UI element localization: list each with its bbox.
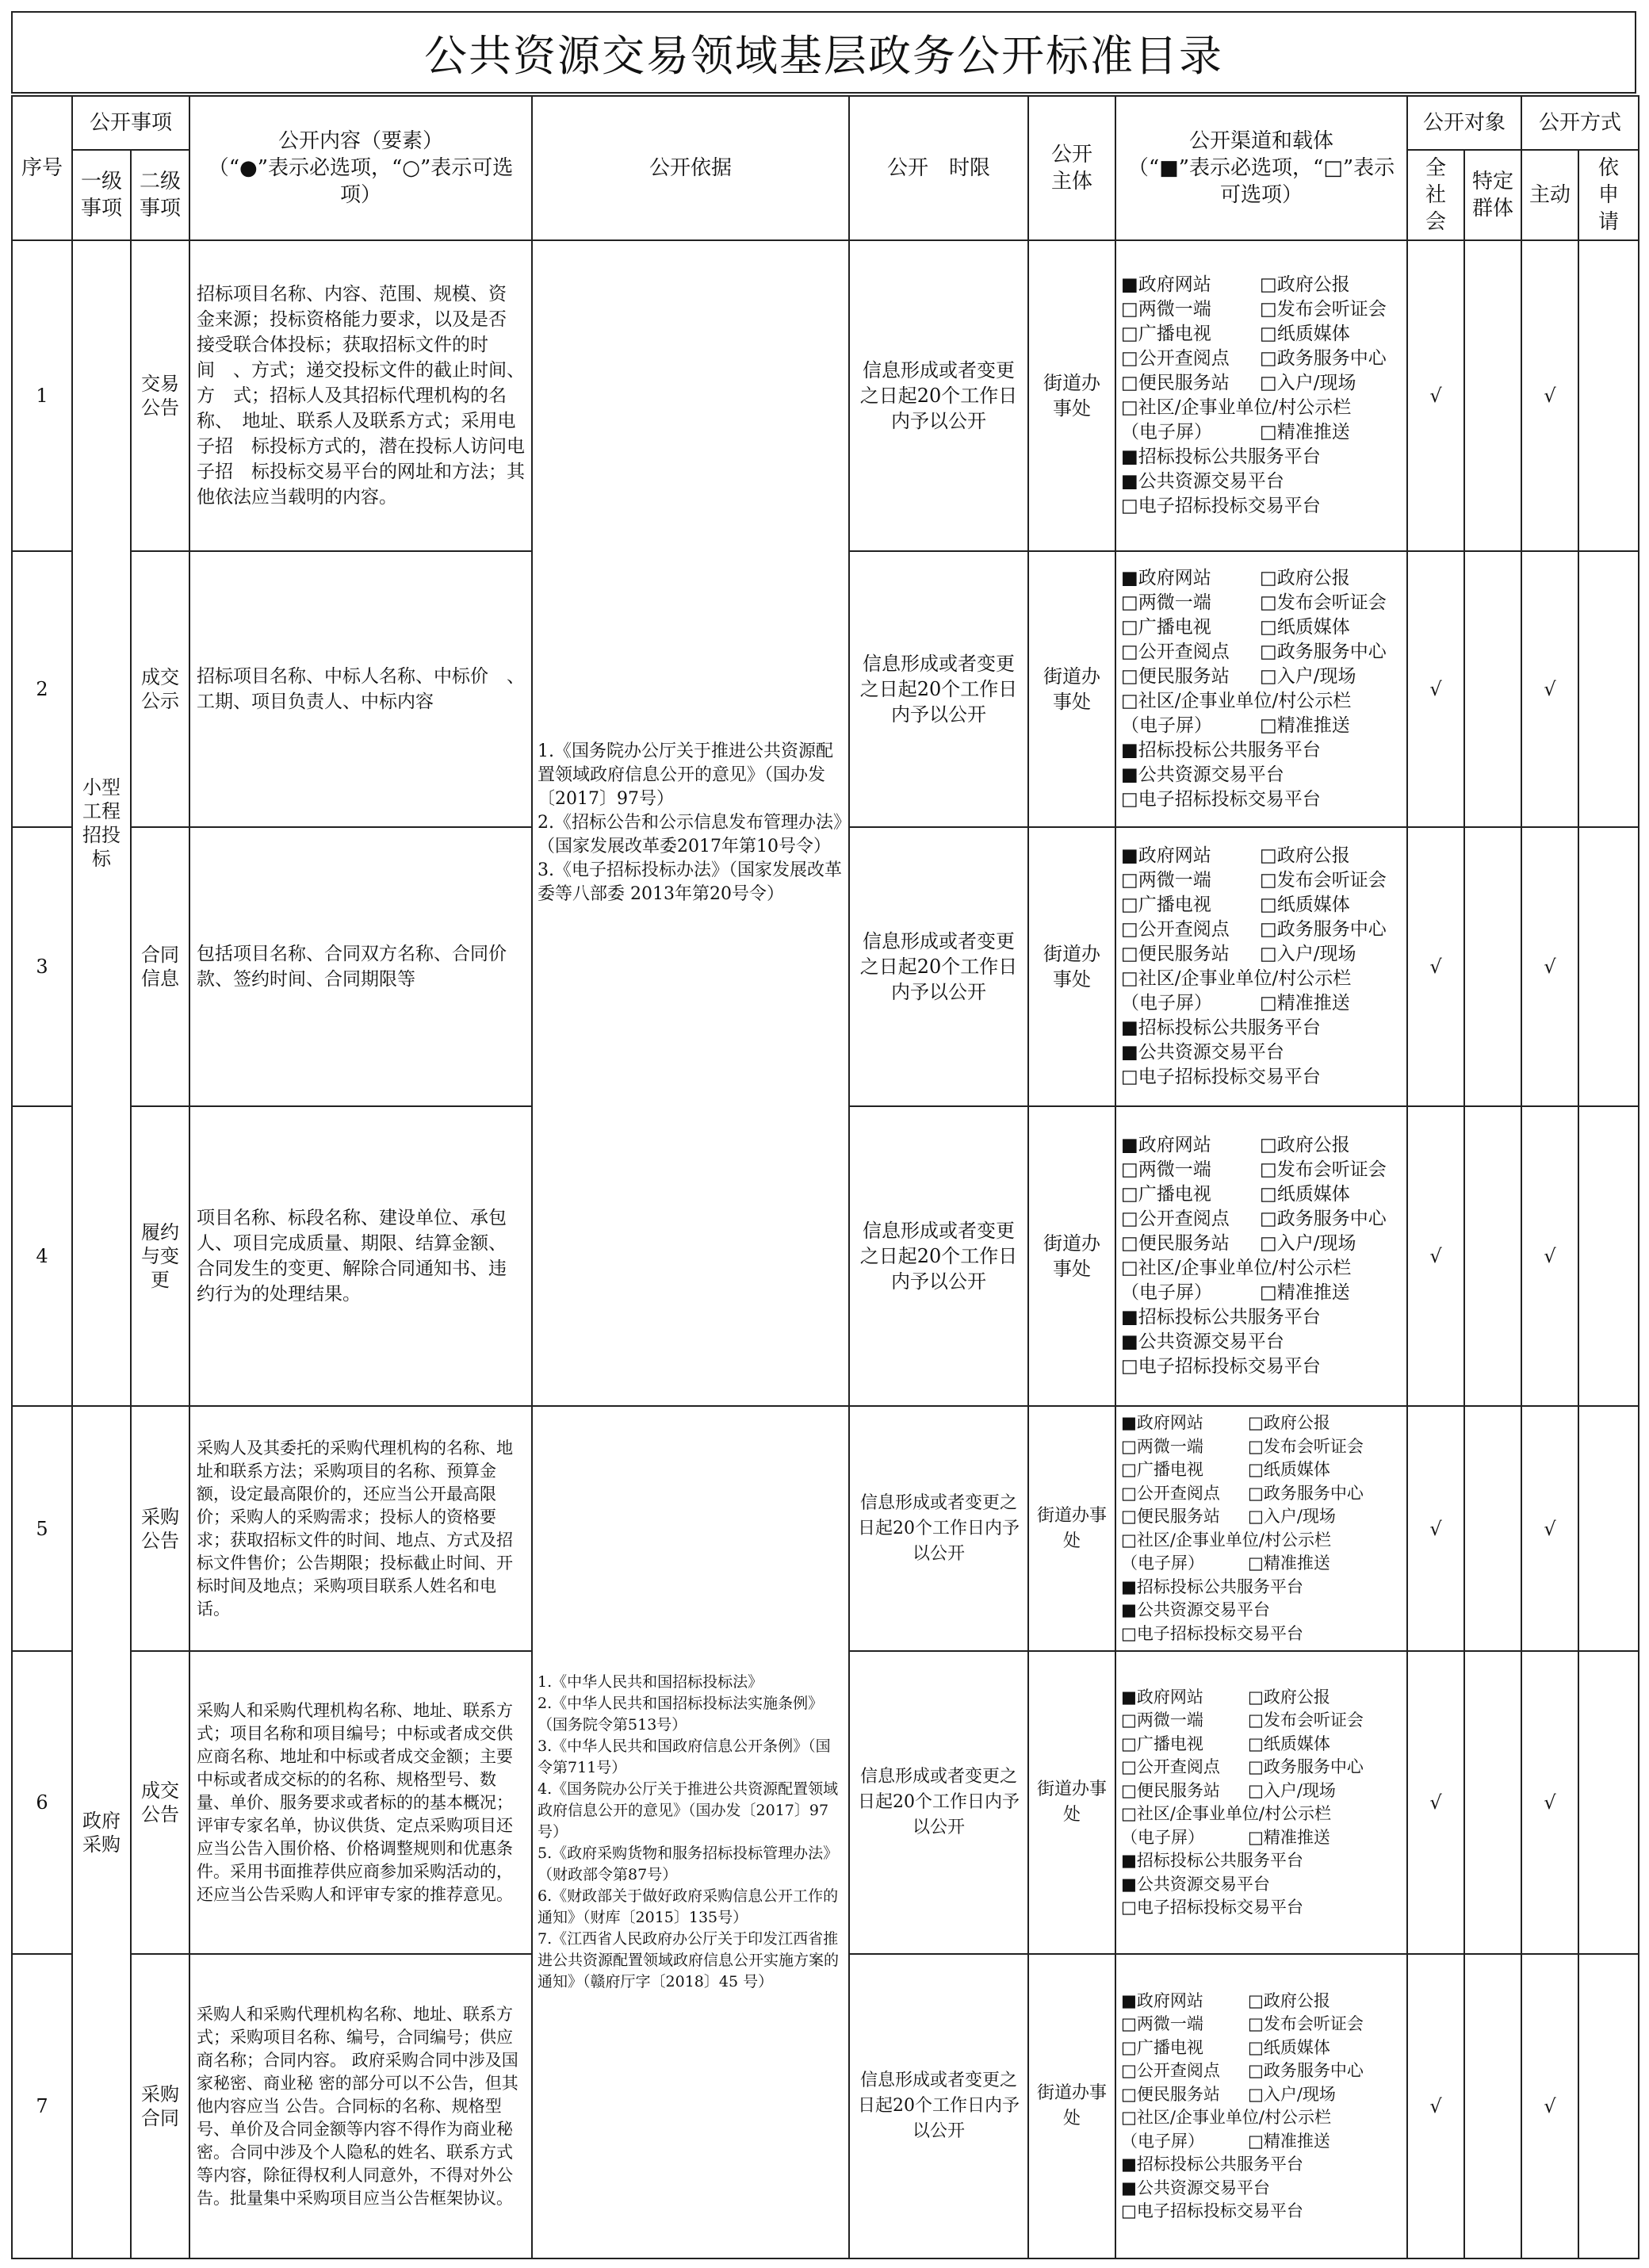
- channel-option: □公开查阅点: [1121, 1757, 1220, 1776]
- channel-option: （电子屏）: [1121, 422, 1213, 442]
- channel-option: □电子招标投标交易平台: [1121, 496, 1321, 516]
- audience-all-cell: √: [1407, 1651, 1464, 1954]
- audience-all-cell: √: [1407, 240, 1464, 551]
- method-request-cell: [1578, 1954, 1639, 2258]
- audience-specific-cell: [1464, 1106, 1521, 1406]
- channel-line: [1121, 918, 1402, 942]
- channel-cell: [1115, 1106, 1407, 1406]
- channel-line: [1121, 2106, 1402, 2130]
- channel-option: □公开查阅点: [1121, 642, 1230, 662]
- channel-line: [1121, 1040, 1402, 1065]
- channel-option: □政务服务中心: [1260, 919, 1387, 940]
- channel-line: [1121, 1803, 1402, 1826]
- catalog-table: [11, 95, 1639, 2259]
- method-active-cell: √: [1521, 551, 1578, 827]
- channel-cell: [1115, 240, 1407, 551]
- header-level2: 二级事项: [131, 150, 189, 240]
- channel-line: [1121, 893, 1402, 918]
- channel-option: □便民服务站: [1121, 1780, 1220, 1800]
- channel-option: ■招标投标公共服务平台: [1121, 1307, 1321, 1327]
- channel-line: [1121, 420, 1402, 445]
- channel-option: □便民服务站: [1121, 1233, 1230, 1254]
- header-matters: 公开事项: [72, 96, 189, 150]
- channel-option: ■政府网站: [1121, 1135, 1211, 1155]
- time-limit-cell: 信息形成或者变更之日起20个工作日内予以公开: [849, 1406, 1028, 1651]
- channel-option: □公开查阅点: [1121, 919, 1230, 940]
- channel-option: ■招标投标公共服务平台: [1121, 2155, 1303, 2174]
- channel-option: ■招标投标公共服务平台: [1121, 1017, 1321, 1038]
- channel-line: [1121, 1599, 1402, 1622]
- channel-option: □纸质媒体: [1248, 1734, 1330, 1753]
- channel-option: ■政府网站: [1121, 845, 1211, 866]
- channel-option: □发布会听证会: [1260, 299, 1387, 320]
- content-cell: 招标项目名称、内容、范围、规模、资 金来源；投标资格能力要求，以及是否 接受联合体投标；获取招标文件的时间 、方式；递交投标文件的截止时间、方 式；招标人及其招标代理机构的名称、 地址、联系人及联系方式；采用电子招 标投标方式的，潜在投标人访问电子招 标投标交易平台的网址和方法；其他依法应当载明的内容。: [189, 240, 532, 551]
- channel-line: [1121, 1552, 1402, 1576]
- channel-option: ■政府网站: [1121, 1990, 1203, 2010]
- channel-line: [1121, 640, 1402, 665]
- level2-cell: 采购公告: [131, 1406, 189, 1651]
- channel-option: □广播电视: [1121, 1460, 1203, 1479]
- channel-option: □电子招标投标交易平台: [1121, 2201, 1303, 2220]
- channel-option: □政务服务中心: [1248, 1757, 1364, 1776]
- level2-cell: 成交公示: [131, 551, 189, 827]
- channel-option: □社区/企事业单位/村公示栏: [1121, 397, 1352, 418]
- header-content: 公开内容（要素） （“●”表示必选项，“○”表示可选项）: [189, 96, 532, 240]
- method-request-cell: [1578, 1651, 1639, 1954]
- channel-line: [1121, 566, 1402, 591]
- channel-line: [1121, 1182, 1402, 1207]
- channel-line: [1121, 1873, 1402, 1897]
- channel-option: ■公共资源交易平台: [1121, 471, 1284, 492]
- subject-cell: 街道办事处: [1028, 827, 1115, 1106]
- channel-option: □社区/企事业单位/村公示栏: [1121, 691, 1352, 711]
- channel-option: ■政府网站: [1121, 1687, 1203, 1707]
- channel-option: □入户/现场: [1260, 666, 1356, 687]
- channel-line: [1121, 1849, 1402, 1873]
- channel-option: ■招标投标公共服务平台: [1121, 1576, 1303, 1596]
- channel-option: □政务服务中心: [1248, 2061, 1364, 2080]
- channel-option: □两微一端: [1121, 870, 1211, 891]
- row-seq: 6: [12, 1651, 72, 1954]
- channel-option: □政府公报: [1260, 845, 1350, 866]
- audience-all-cell: √: [1407, 1406, 1464, 1651]
- level2-cell: 履约与变更: [131, 1106, 189, 1406]
- subject-cell: 街道办事处: [1028, 551, 1115, 827]
- channel-option: □广播电视: [1121, 2037, 1203, 2057]
- channel-option: □便民服务站: [1121, 944, 1230, 964]
- channel-line: [1121, 2153, 1402, 2177]
- header-level1: 一级事项: [72, 150, 131, 240]
- channel-option: □纸质媒体: [1260, 324, 1350, 344]
- channel-line: [1121, 1458, 1402, 1482]
- subject-cell: 街道办事处: [1028, 1651, 1115, 1954]
- channel-option: □社区/企事业单位/村公示栏: [1121, 2108, 1332, 2127]
- channel-option: □公开查阅点: [1121, 2061, 1220, 2080]
- channel-line: [1121, 1281, 1402, 1305]
- channel-option: □纸质媒体: [1260, 1184, 1350, 1205]
- content-cell: 项目名称、标段名称、建设单位、承包 人、项目完成质量、期限、结算金额、 合同发生的变更、解除合同通知书、违 约行为的处理结果。: [189, 1106, 532, 1406]
- channel-line: [1121, 1686, 1402, 1710]
- channel-option: □政府公报: [1260, 568, 1350, 588]
- time-limit-cell: 信息形成或者变更之日起20个工作日内予以公开: [849, 1651, 1028, 1954]
- channel-line: [1121, 1207, 1402, 1232]
- channel-option: □公开查阅点: [1121, 1483, 1220, 1503]
- channel-option: □政府公报: [1260, 274, 1350, 295]
- channel-line: [1121, 665, 1402, 689]
- channel-line: [1121, 1256, 1402, 1281]
- channel-line: [1121, 322, 1402, 347]
- channel-line: [1121, 1709, 1402, 1733]
- level2-cell: 成交公告: [131, 1651, 189, 1954]
- channel-option: □政务服务中心: [1260, 642, 1387, 662]
- row-seq: 5: [12, 1406, 72, 1651]
- method-request-cell: [1578, 827, 1639, 1106]
- channel-line: [1121, 1505, 1402, 1529]
- header-time-limit: 公开 时限: [849, 96, 1028, 240]
- channel-line: [1121, 1354, 1402, 1379]
- level2-cell: 采购合同: [131, 1954, 189, 2258]
- channel-option: □入户/现场: [1260, 373, 1356, 393]
- channel-option: （电子屏）: [1121, 1827, 1205, 1847]
- channel-option: □精准推送: [1248, 2131, 1330, 2151]
- channel-cell: [1115, 1651, 1407, 1954]
- channel-line: [1121, 1896, 1402, 1920]
- method-active-cell: √: [1521, 240, 1578, 551]
- row-seq: 4: [12, 1106, 72, 1406]
- channel-line: [1121, 1232, 1402, 1256]
- channel-option: ■公共资源交易平台: [1121, 1600, 1270, 1619]
- channel-option: （电子屏）: [1121, 2131, 1205, 2151]
- table-row: [12, 1406, 1639, 1651]
- channel-option: □广播电视: [1121, 1184, 1211, 1205]
- channel-line: [1121, 615, 1402, 640]
- channel-option: □两微一端: [1121, 592, 1211, 613]
- channel-line: [1121, 1305, 1402, 1330]
- channel-option: □公开查阅点: [1121, 1209, 1230, 1229]
- channel-option: □发布会听证会: [1248, 1711, 1364, 1730]
- channel-option: □政务服务中心: [1260, 1209, 1387, 1229]
- channel-line: [1121, 689, 1402, 714]
- channel-option: □电子招标投标交易平台: [1121, 789, 1321, 810]
- channel-option: □发布会听证会: [1248, 2014, 1364, 2033]
- channel-option: □纸质媒体: [1248, 2037, 1330, 2057]
- channel-option: （电子屏）: [1121, 1554, 1205, 1573]
- channel-option: □精准推送: [1260, 422, 1350, 442]
- channel-line: [1121, 494, 1402, 519]
- audience-specific-cell: [1464, 1406, 1521, 1651]
- channel-cell: [1115, 827, 1407, 1106]
- content-cell: 包括项目名称、合同双方名称、合同价 款、签约时间、合同期限等: [189, 827, 532, 1106]
- basis-cell: 1.《国务院办公厅关于推进公共资源配置领域政府信息公开的意见》（国办发〔2017〕97号） 2.《招标公告和公示信息发布管理办法》（国家发展改革委2017年第10号令） 3.《电子招标投标办法》（国家发展改革委等八部委 2013年第20号令）: [532, 240, 849, 1406]
- audience-specific-cell: [1464, 551, 1521, 827]
- header-method: 公开方式: [1521, 96, 1639, 150]
- channel-line: [1121, 2177, 1402, 2201]
- method-active-cell: √: [1521, 1406, 1578, 1651]
- channel-option: □社区/企事业单位/村公示栏: [1121, 1804, 1332, 1823]
- audience-all-cell: √: [1407, 1954, 1464, 2258]
- channel-line: [1121, 1780, 1402, 1803]
- subject-cell: 街道办事处: [1028, 1954, 1115, 2258]
- channel-line: [1121, 1065, 1402, 1090]
- channel-line: [1121, 2013, 1402, 2036]
- channel-option: □便民服务站: [1121, 2084, 1220, 2104]
- channel-option: □社区/企事业单位/村公示栏: [1121, 1530, 1332, 1550]
- content-cell: 采购人和采购代理机构名称、地址、联系方式；项目名称和项目编号；中标或者成交供应商名称、地址和中标或者成交金额；主要中标或者成交标的的名称、规格型号、数量、单价、服务要求或者标的的基本概况；评审专家名单，协议供货、定点采购项目还应当公告入围价格、价格调整规则和优惠条件。采用书面推荐供应商参加采购活动的，还应当公告采购人和评审专家的推荐意见。: [189, 1651, 532, 1954]
- channel-option: □发布会听证会: [1260, 592, 1387, 613]
- channel-option: □发布会听证会: [1260, 870, 1387, 891]
- channel-option: □便民服务站: [1121, 666, 1230, 687]
- time-limit-cell: 信息形成或者变更之日起20个工作日内予以公开: [849, 827, 1028, 1106]
- channel-option: （电子屏）: [1121, 715, 1213, 736]
- channel-line: [1121, 787, 1402, 812]
- channel-option: □精准推送: [1248, 1827, 1330, 1847]
- channel-line: [1121, 1622, 1402, 1646]
- subject-cell: 街道办事处: [1028, 1406, 1115, 1651]
- channel-line: [1121, 1576, 1402, 1599]
- channel-option: □入户/现场: [1248, 1507, 1336, 1526]
- channel-line: [1121, 297, 1402, 322]
- channel-option: ■公共资源交易平台: [1121, 1331, 1284, 1352]
- channel-option: ■政府网站: [1121, 568, 1211, 588]
- method-active-cell: √: [1521, 1106, 1578, 1406]
- channel-line: [1121, 738, 1402, 763]
- channel-option: ■政府网站: [1121, 1413, 1203, 1432]
- time-limit-cell: 信息形成或者变更之日起20个工作日内予以公开: [849, 1954, 1028, 2258]
- method-request-cell: [1578, 1106, 1639, 1406]
- content-cell: 招标项目名称、中标人名称、中标价 、 工期、项目负责人、中标内容: [189, 551, 532, 827]
- channel-option: □两微一端: [1121, 1436, 1203, 1456]
- channel-cell: [1115, 1954, 1407, 2258]
- channel-option: □电子招标投标交易平台: [1121, 1898, 1303, 1917]
- catalog-sheet: [11, 11, 1638, 2257]
- channel-line: [1121, 942, 1402, 967]
- channel-line: [1121, 1330, 1402, 1354]
- header-audience-specific: 特定群体: [1464, 150, 1521, 240]
- level1-cell: 小型工程招投标: [72, 240, 131, 1406]
- row-seq: 7: [12, 1954, 72, 2258]
- channel-line: [1121, 1826, 1402, 1850]
- header-basis: 公开依据: [532, 96, 849, 240]
- channel-option: □政府公报: [1260, 1135, 1350, 1155]
- channel-option: □社区/企事业单位/村公示栏: [1121, 968, 1352, 989]
- channel-option: □两微一端: [1121, 299, 1211, 320]
- level2-cell: 合同信息: [131, 827, 189, 1106]
- audience-specific-cell: [1464, 240, 1521, 551]
- channel-option: ■公共资源交易平台: [1121, 1042, 1284, 1063]
- channel-option: □政府公报: [1248, 1687, 1330, 1707]
- channel-option: □入户/现场: [1260, 944, 1356, 964]
- channel-line: [1121, 591, 1402, 615]
- method-request-cell: [1578, 1406, 1639, 1651]
- channel-option: □纸质媒体: [1260, 895, 1350, 915]
- channel-option: （电子屏）: [1121, 1282, 1213, 1303]
- channel-option: □电子招标投标交易平台: [1121, 1067, 1321, 1087]
- method-active-cell: √: [1521, 1651, 1578, 1954]
- audience-all-cell: √: [1407, 827, 1464, 1106]
- audience-all-cell: √: [1407, 1106, 1464, 1406]
- method-request-cell: [1578, 240, 1639, 551]
- channel-line: [1121, 2059, 1402, 2083]
- channel-option: □精准推送: [1260, 1282, 1350, 1303]
- channel-option: □广播电视: [1121, 617, 1211, 638]
- header-subject: 公开主体: [1028, 96, 1115, 240]
- row-seq: 2: [12, 551, 72, 827]
- channel-option: □便民服务站: [1121, 1507, 1220, 1526]
- channel-option: ■招标投标公共服务平台: [1121, 446, 1321, 467]
- method-active-cell: √: [1521, 827, 1578, 1106]
- channel-option: □纸质媒体: [1248, 1460, 1330, 1479]
- channel-option: ■公共资源交易平台: [1121, 2178, 1270, 2197]
- channel-line: [1121, 445, 1402, 469]
- channel-option: □广播电视: [1121, 324, 1211, 344]
- subject-cell: 街道办事处: [1028, 1106, 1115, 1406]
- header-method-request: 依申请: [1578, 150, 1639, 240]
- channel-line: [1121, 1016, 1402, 1040]
- header-audience: 公开对象: [1407, 96, 1521, 150]
- channel-option: □电子招标投标交易平台: [1121, 1356, 1321, 1377]
- channel-line: [1121, 2130, 1402, 2154]
- channel-option: □两微一端: [1121, 1159, 1211, 1180]
- method-active-cell: √: [1521, 1954, 1578, 2258]
- channel-option: □入户/现场: [1248, 2084, 1336, 2104]
- channel-option: ■招标投标公共服务平台: [1121, 740, 1321, 760]
- channel-option: □精准推送: [1260, 993, 1350, 1013]
- channel-line: [1121, 1482, 1402, 1506]
- channel-line: [1121, 1733, 1402, 1757]
- channel-option: □两微一端: [1121, 2014, 1203, 2033]
- row-seq: 1: [12, 240, 72, 551]
- channel-option: □入户/现场: [1248, 1780, 1336, 1800]
- channel-option: □广播电视: [1121, 895, 1211, 915]
- channel-line: [1121, 347, 1402, 371]
- channel-option: □政务服务中心: [1248, 1483, 1364, 1503]
- header-audience-all: 全社会: [1407, 150, 1464, 240]
- page-title: 公共资源交易领域基层政务公开标准目录: [11, 11, 1636, 94]
- time-limit-cell: 信息形成或者变更之日起20个工作日内予以公开: [849, 1106, 1028, 1406]
- level1-cell: 政府采购: [72, 1406, 131, 2258]
- header-seq: 序号: [12, 96, 72, 240]
- channel-line: [1121, 2200, 1402, 2224]
- channel-option: □广播电视: [1121, 1734, 1203, 1753]
- channel-option: ■政府网站: [1121, 274, 1211, 295]
- channel-option: □公开查阅点: [1121, 348, 1230, 369]
- channel-cell: [1115, 551, 1407, 827]
- channel-line: [1121, 1412, 1402, 1435]
- channel-option: □电子招标投标交易平台: [1121, 1623, 1303, 1643]
- channel-option: □社区/企事业单位/村公示栏: [1121, 1258, 1352, 1278]
- table-row: [12, 240, 1639, 551]
- channel-line: [1121, 991, 1402, 1016]
- channel-line: [1121, 763, 1402, 787]
- channel-option: ■公共资源交易平台: [1121, 764, 1284, 785]
- level2-cell: 交易公告: [131, 240, 189, 551]
- channel-option: □入户/现场: [1260, 1233, 1356, 1254]
- content-cell: 采购人及其委托的采购代理机构的名称、地址和联系方法；采购项目的名称、预算金额，设定最高限价的，还应当公开最高限价；采购人的采购需求；投标人的资格要求；获取招标文件的时间、地点、方式及招标文件售价；公告期限；投标截止时间、开标时间及地点；采购项目联系人姓名和电话。: [189, 1406, 532, 1651]
- header-channel: 公开渠道和载体 （“■”表示必选项，“□”表示可选项）: [1115, 96, 1407, 240]
- method-request-cell: [1578, 551, 1639, 827]
- channel-option: □精准推送: [1248, 1554, 1330, 1573]
- channel-cell: [1115, 1406, 1407, 1651]
- channel-line: [1121, 967, 1402, 991]
- row-seq: 3: [12, 827, 72, 1106]
- channel-option: □发布会听证会: [1260, 1159, 1387, 1180]
- channel-line: [1121, 1529, 1402, 1553]
- channel-line: [1121, 1990, 1402, 2013]
- channel-option: ■公共资源交易平台: [1121, 1874, 1270, 1894]
- audience-all-cell: √: [1407, 551, 1464, 827]
- channel-option: □政务服务中心: [1260, 348, 1387, 369]
- channel-option: □政府公报: [1248, 1413, 1330, 1432]
- channel-option: □便民服务站: [1121, 373, 1230, 393]
- channel-line: [1121, 1158, 1402, 1182]
- channel-option: □纸质媒体: [1260, 617, 1350, 638]
- channel-line: [1121, 2036, 1402, 2060]
- basis-cell: 1.《中华人民共和国招标投标法》 2.《中华人民共和国招标投标法实施条例》（国务院令第513号） 3.《中华人民共和国政府信息公开条例》（国令第711号） 4.《国务院办公厅关于推进公共资源配置领域政府信息公开的意见》（国办发〔2017〕97号） 5.《政府采购货物和服务招标投标管理办法》（财政部令第87号） 6.《财政部关于做好政府采购信息公开工作的通知》（财库〔2015〕135号） 7.《江西省人民政府办公厅关于印发江西省推进公共资源配置领域政府信息公开实施方案的通知》（赣府厅字〔2018〕45 号）: [532, 1406, 849, 2258]
- channel-line: [1121, 469, 1402, 494]
- time-limit-cell: 信息形成或者变更之日起20个工作日内予以公开: [849, 551, 1028, 827]
- channel-line: [1121, 273, 1402, 297]
- audience-specific-cell: [1464, 1651, 1521, 1954]
- header-method-active: 主动: [1521, 150, 1578, 240]
- audience-specific-cell: [1464, 1954, 1521, 2258]
- channel-line: [1121, 1133, 1402, 1158]
- channel-line: [1121, 2083, 1402, 2107]
- channel-option: □政府公报: [1248, 1990, 1330, 2010]
- channel-option: □发布会听证会: [1248, 1436, 1364, 1456]
- channel-line: [1121, 868, 1402, 893]
- channel-line: [1121, 1756, 1402, 1780]
- channel-line: [1121, 371, 1402, 396]
- channel-option: □精准推送: [1260, 715, 1350, 736]
- time-limit-cell: 信息形成或者变更之日起20个工作日内予以公开: [849, 240, 1028, 551]
- channel-option: □两微一端: [1121, 1711, 1203, 1730]
- subject-cell: 街道办事处: [1028, 240, 1115, 551]
- channel-line: [1121, 714, 1402, 738]
- channel-option: （电子屏）: [1121, 993, 1213, 1013]
- content-cell: 采购人和采购代理机构名称、地址、联系方式；采购项目名称、编号，合同编号；供应商名称；合同内容。 政府采购合同中涉及国家秘密、商业秘 密的部分可以不公告，但其他内容应当 公告。合同标的名称、规格型号、单价及合同金额等内容不得作为商业秘密。合同中涉及个人隐私的姓名、联系方式等内容，除征得权利人同意外，不得对外公告。批量集中采购项目应当公告框架协议。: [189, 1954, 532, 2258]
- audience-specific-cell: [1464, 827, 1521, 1106]
- channel-option: ■招标投标公共服务平台: [1121, 1851, 1303, 1870]
- channel-line: [1121, 844, 1402, 868]
- channel-line: [1121, 1435, 1402, 1459]
- channel-line: [1121, 396, 1402, 420]
